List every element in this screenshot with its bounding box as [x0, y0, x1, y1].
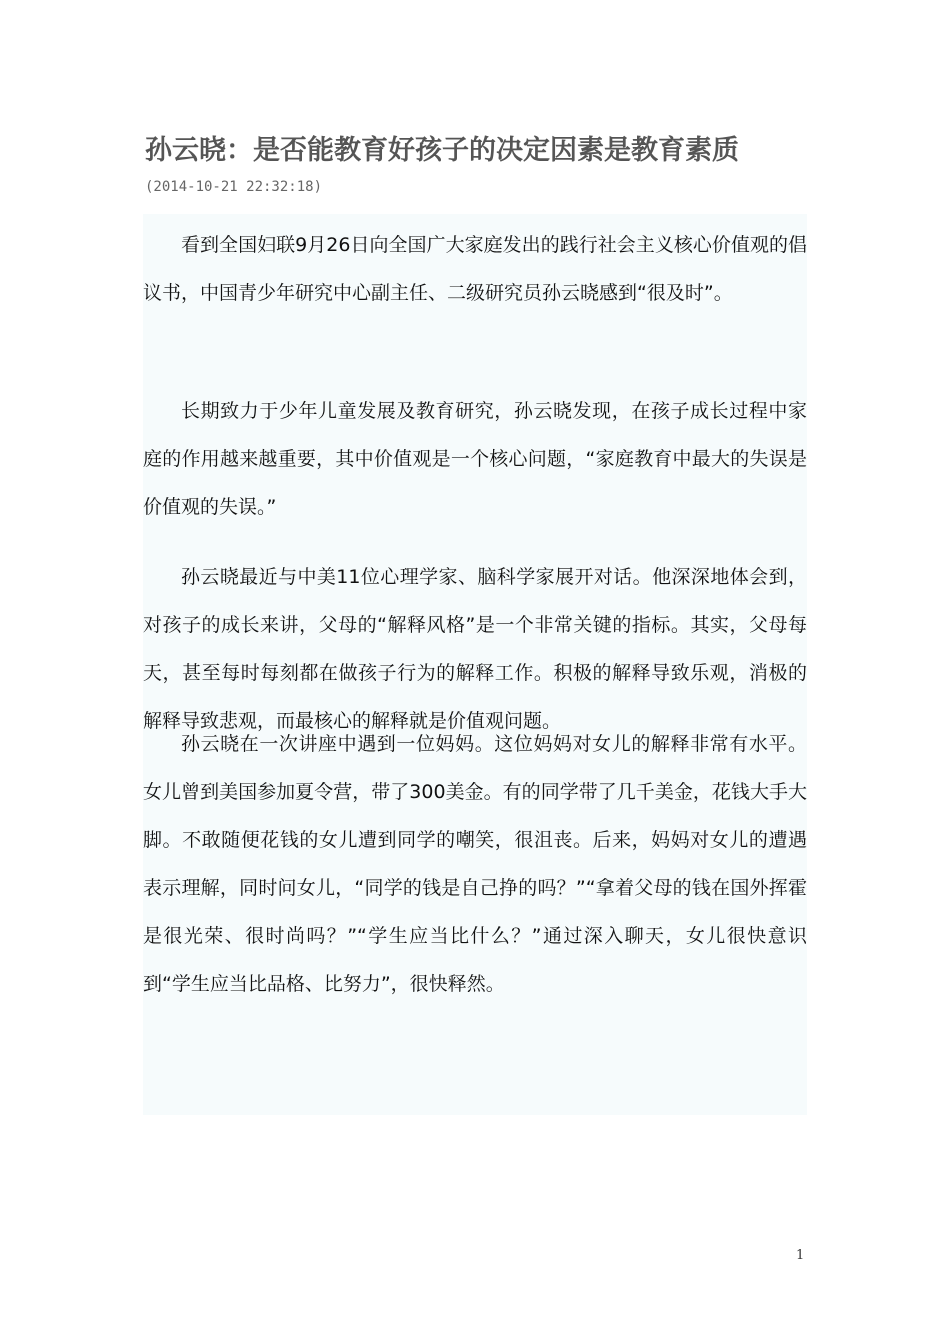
- page-number: 1: [796, 1248, 805, 1263]
- article-paragraph: 长期致力于少年儿童发展及教育研究，孙云晓发现，在孩子成长过程中家庭的作用越来越重要，其中价值观是一个核心问题，“家庭教育中最大的失误是价值观的失误。”: [143, 400, 807, 518]
- article-title: 孙云晓：是否能教育好孩子的决定因素是教育素质: [145, 135, 739, 166]
- publish-timestamp: (2014-10-21 22:32:18): [145, 179, 323, 195]
- article-paragraph: 看到全国妇联9月26日向全国广大家庭发出的践行社会主义核心价值观的倡议书，中国青少年研究中心副主任、二级研究员孙云晓感到“很及时”。: [143, 234, 807, 304]
- article-paragraph: 孙云晓在一次讲座中遇到一位妈妈。这位妈妈对女儿的解释非常有水平。女儿曾到美国参加夏令营，带了300美金。有的同学带了几千美金，花钱大手大脚。不敢随便花钱的女儿遭到同学的嘲笑，很沮丧。后来，妈妈对女儿的遭遇表示理解，同时问女儿，“同学的钱是自己挣的吗？”“拿着父母的钱在国外挥霍是很光荣、很时尚吗？”“学生应当比什么？”通过深入聊天，女儿很快意识到“学生应当比品格、比努力”，很快释然。: [143, 733, 807, 995]
- article-body: [143, 214, 807, 1115]
- article-paragraph: 孙云晓最近与中美11位心理学家、脑科学家展开对话。他深深地体会到，对孩子的成长来讲，父母的“解释风格”是一个非常关键的指标。其实，父母每天，甚至每时每刻都在做孩子行为的解释工作。积极的解释导致乐观，消极的解释导致悲观，而最核心的解释就是价值观问题。: [143, 566, 807, 732]
